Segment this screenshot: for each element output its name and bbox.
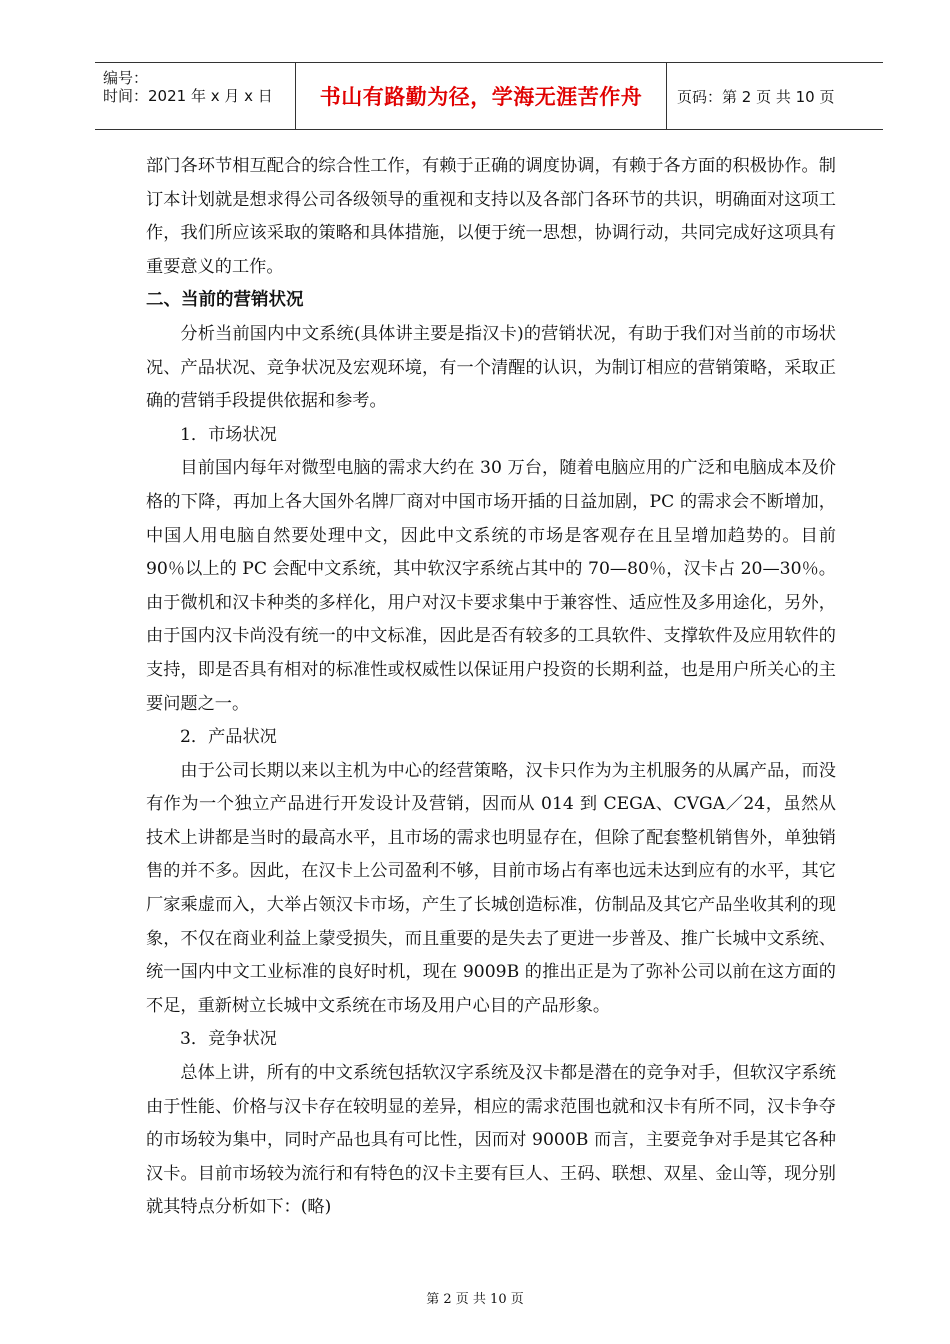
header-meta (95, 63, 295, 129)
paragraph-market: 目前国内每年对微型电脑的需求大约在 30 万台，随着电脑应用的广泛和电脑成本及价格的下降，再加上各大国外名牌厂商对中国市场开插的日益加剧，PC 的需求会不断增加，中国人用电脑自然要处理中文，因此中文系统的市场是客观存在且呈增加趋势的。目前 90％以上的 PC 会配中文系统，其中软汉字系统占其中的 70—80％，汉卡占 20—30％。由于微机和汉卡种类的多样化，用户对汉卡要求集中于兼容性、适应性及多用途化，另外，由于国内汉卡尚没有统一的中文标准，因此是否有较多的工具软件、支撑软件及应用软件的支持，即是否具有相对的标准性或权威性以保证用户投资的长期利益，也是用户所关心的主要问题之一。 (146, 458, 836, 714)
subheading-market: 1．市场状况 (180, 424, 277, 445)
time-label: 时间：2021 年 x 月 x 日 (103, 87, 273, 105)
header-page-info: 页码：第 2 页 共 10 页 (677, 87, 835, 106)
paragraph-product: 由于公司长期以来以主机为中心的经营策略，汉卡只作为为主机服务的从属产品，而没有作为一个独立产品进行开发设计及营销，因而从 014 到 CEGA、CVGA／24，虽然从技术上讲都是当时的最高水平，且市场的需求也明显存在，但除了配套整机销售外，单独销售的并不多。因此，在汉卡上公司盈利不够，目前市场占有率也远未达到应有的水平，其它厂家乘虚而入，大举占领汉卡市场，产生了长城创造标准，仿制品及其它产品坐收其利的现象，不仅在商业利益上蒙受损失，而且重要的是失去了更进一步普及、推广长城中文系统、统一国内中文工业标准的良好时机，现在 9009B 的推出正是为了弥补公司以前在这方面的不足，重新树立长城中文系统在市场及用户心目的产品形象。 (146, 760, 836, 1016)
page-footer: 第 2 页 共 10 页 (426, 1292, 524, 1307)
paragraph-intro: 分析当前国内中文系统(具体讲主要是指汉卡)的营销状况，有助于我们对当前的市场状况、产品状况、竞争状况及宏观环境，有一个清醒的认识，为制订相应的营销策略，采取正确的营销手段提供依据和参考。 (146, 323, 836, 412)
section-heading-marketing-status: 二、当前的营销状况 (146, 290, 304, 311)
document-body (146, 150, 836, 1225)
subheading-product: 2．产品状况 (180, 727, 277, 748)
serial-label: 编号： (103, 69, 149, 87)
subheading-competition: 3．竞争状况 (180, 1029, 277, 1050)
page-header (95, 62, 883, 130)
header-motto: 书山有路勤为径，学海无涯苦作舟 (295, 63, 667, 129)
paragraph-continuation: 部门各环节相互配合的综合性工作，有赖于正确的调度协调，有赖于各方面的积极协作。制订本计划就是想求得公司各级领导的重视和支持以及各部门各环节的共识，明确面对这项工作，我们所应该采取的策略和具体措施，以便于统一思想，协调行动，共同完成好这项具有重要意义的工作。 (146, 156, 836, 277)
paragraph-competition: 总体上讲，所有的中文系统包括软汉字系统及汉卡都是潜在的竞争对手，但软汉字系统由于性能、价格与汉卡存在较明显的差异，相应的需求范围也就和汉卡有所不同，汉卡争夺的市场较为集中，同时产品也具有可比性，因而对 9000B 而言，主要竞争对手是其它各种汉卡。目前市场较为流行和有特色的汉卡主要有巨人、王码、联想、双星、金山等，现分别就其特点分析如下：(略) (146, 1063, 836, 1218)
